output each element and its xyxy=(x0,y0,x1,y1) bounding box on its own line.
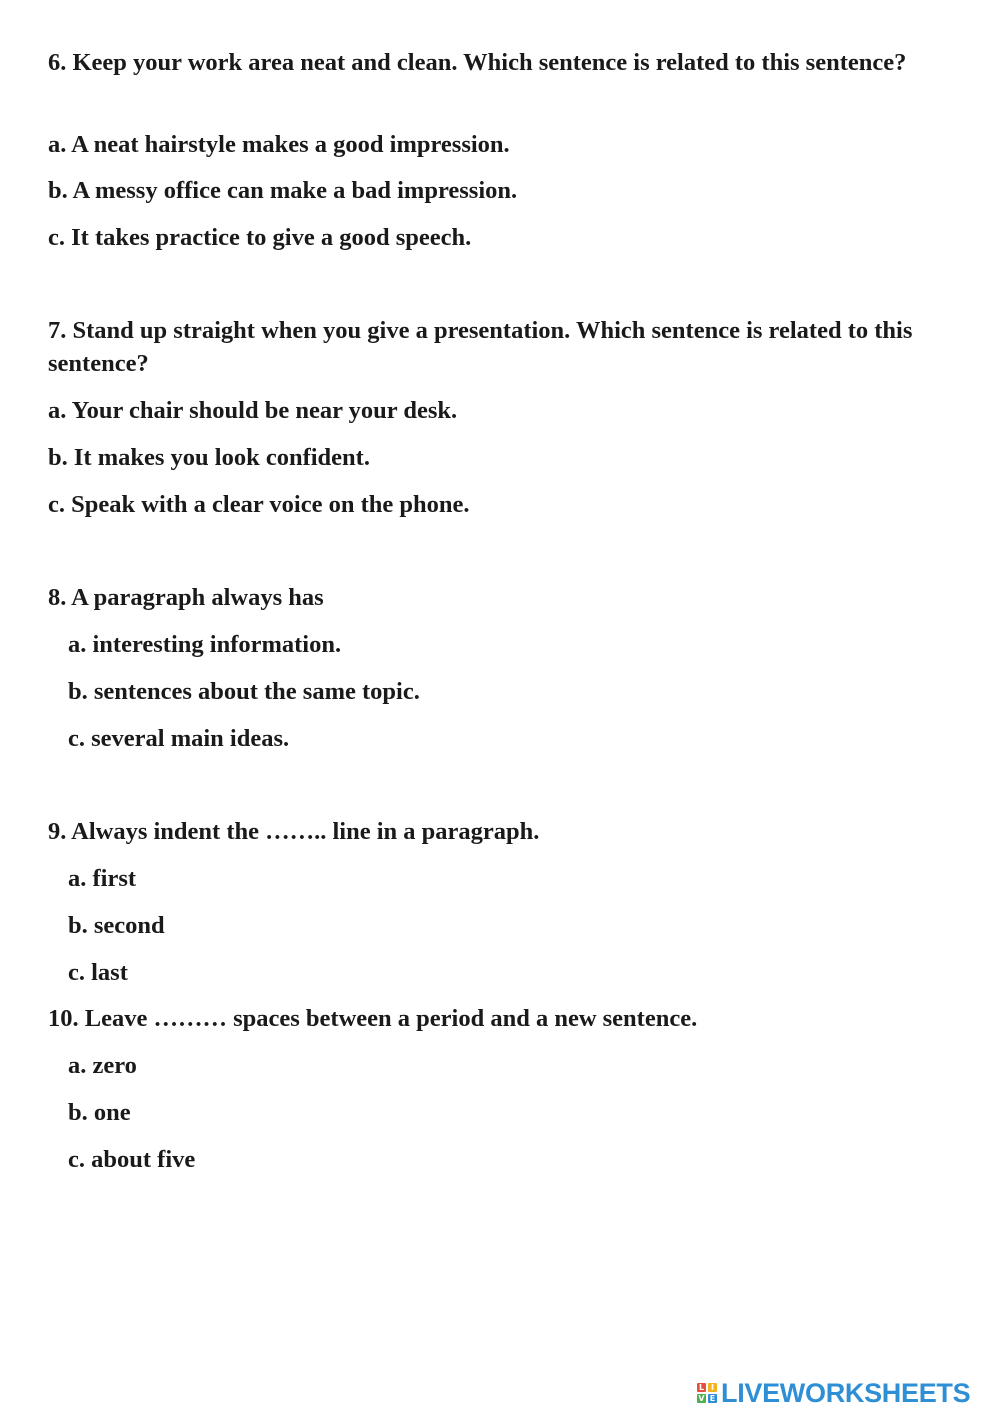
liveworksheets-logo-icon xyxy=(697,1383,717,1403)
liveworksheets-logo xyxy=(697,1376,970,1410)
logo-letter-v: V xyxy=(698,1394,705,1403)
question-7-prompt: 7. Stand up straight when you give a presentation. Which sentence is related to this sentence? xyxy=(48,317,913,377)
question-10-option-c[interactable]: c. about five xyxy=(68,1146,196,1173)
question-8-option-c[interactable]: c. several main ideas. xyxy=(68,725,290,752)
question-6-option-a[interactable]: a. A neat hairstyle makes a good impression. xyxy=(48,131,510,158)
question-7-option-c[interactable]: c. Speak with a clear voice on the phone. xyxy=(48,491,470,518)
question-10-prompt: 10. Leave ……… spaces between a period and a new sentence. xyxy=(48,1005,698,1032)
logo-letter-e: E xyxy=(709,1394,716,1403)
question-9-option-a[interactable]: a. first xyxy=(68,865,137,892)
logo-letter-i: I xyxy=(708,1383,717,1392)
question-7-option-a[interactable]: a. Your chair should be near your desk. xyxy=(48,397,458,424)
question-8-option-b[interactable]: b. sentences about the same topic. xyxy=(68,678,420,705)
question-8-prompt: 8. A paragraph always has xyxy=(48,584,324,611)
question-6-option-c[interactable]: c. It takes practice to give a good speech. xyxy=(48,224,472,251)
question-9-option-b[interactable]: b. second xyxy=(68,912,165,939)
question-7-option-b[interactable]: b. It makes you look confident. xyxy=(48,444,370,471)
question-9-option-c[interactable]: c. last xyxy=(68,959,128,986)
question-8-option-a[interactable]: a. interesting information. xyxy=(68,631,342,658)
question-10-option-b[interactable]: b. one xyxy=(68,1099,131,1126)
question-9-prompt: 9. Always indent the …….. line in a paragraph. xyxy=(48,818,540,845)
logo-letter-l: L xyxy=(698,1383,705,1392)
question-6-option-b[interactable]: b. A messy office can make a bad impression. xyxy=(48,177,518,204)
logo-text: LIVEWORKSHEETS xyxy=(721,1377,971,1408)
question-6-prompt: 6. Keep your work area neat and clean. Which sentence is related to this sentence? xyxy=(48,49,907,76)
question-10-option-a[interactable]: a. zero xyxy=(68,1052,137,1079)
